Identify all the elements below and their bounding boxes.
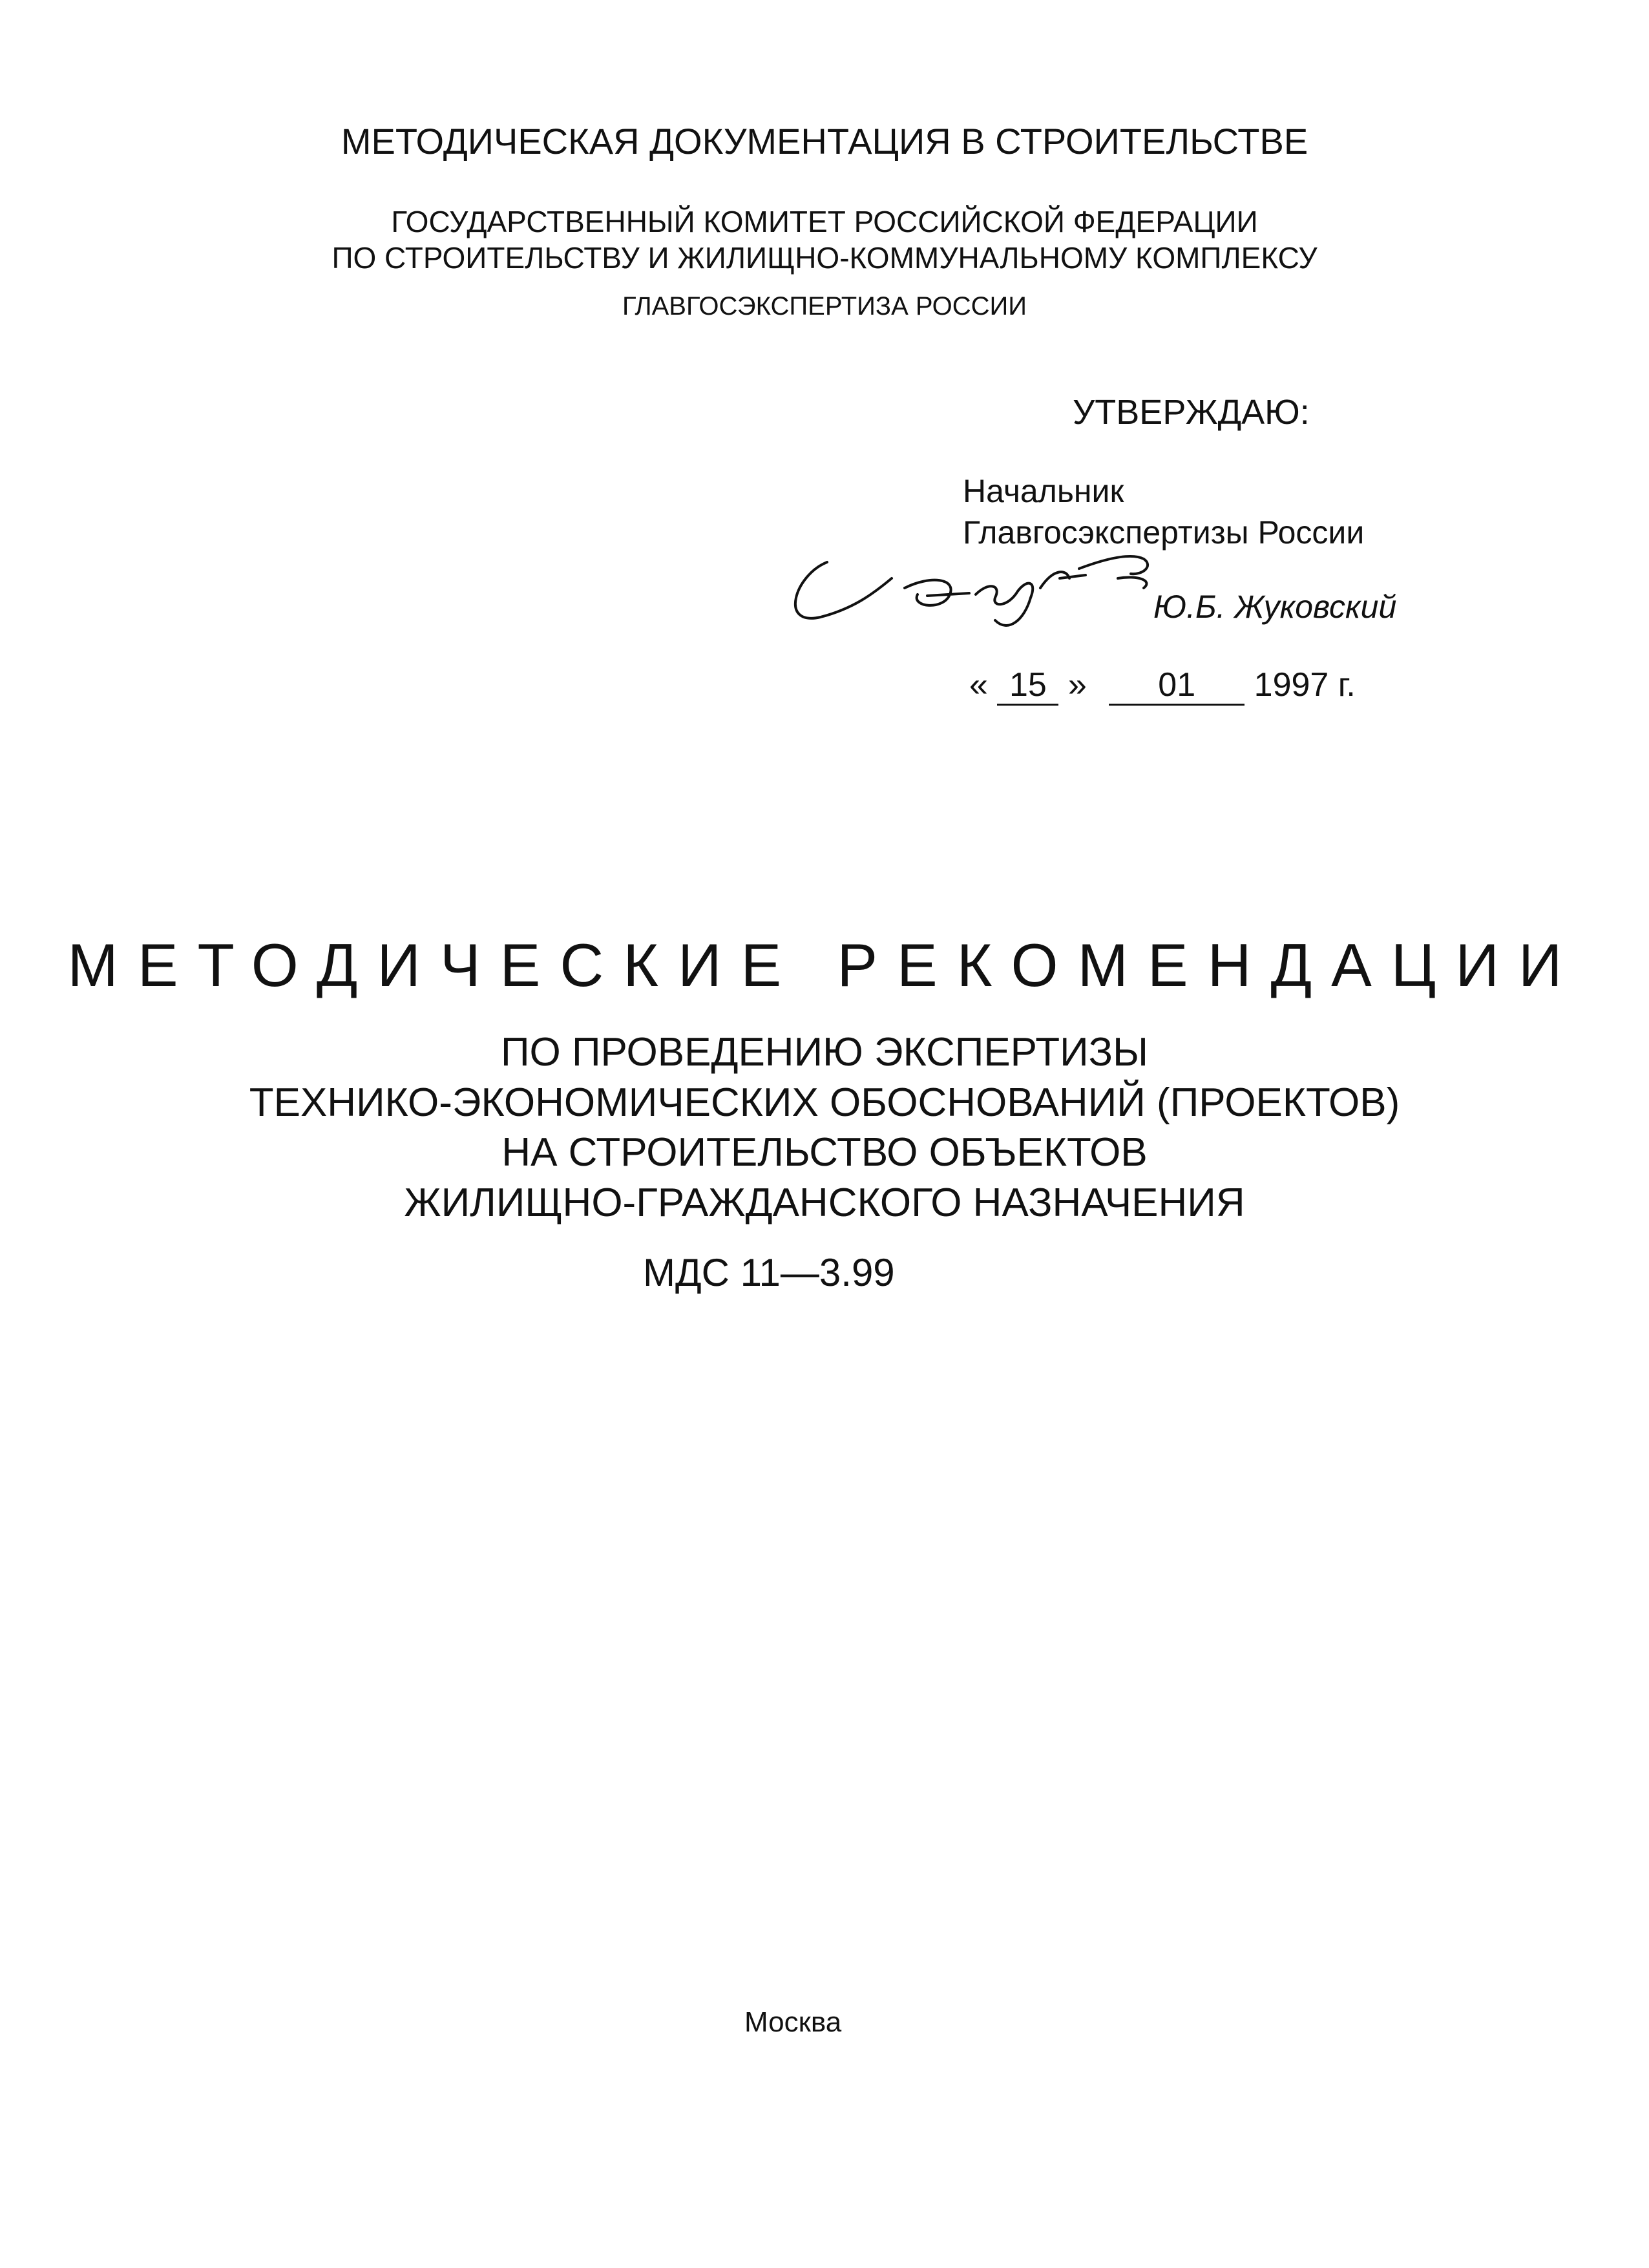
approval-date (969, 666, 1356, 706)
document-subtitle (0, 1027, 1649, 1228)
agency-name: ГЛАВГОСЭКСПЕРТИЗА РОССИИ (622, 292, 1027, 320)
date-day: 15 (997, 667, 1058, 706)
approval-heading: УТВЕРЖДАЮ: (1073, 393, 1310, 432)
subtitle-line-3: НА СТРОИТЕЛЬСТВО ОБЪЕКТОВ (501, 1130, 1148, 1175)
date-year: 1997 г. (1254, 666, 1356, 704)
approver-position (963, 470, 1364, 553)
committee-line-2: ПО СТРОИТЕЛЬСТВУ И ЖИЛИЩНО-КОММУНАЛЬНОМУ КОМПЛЕКСУ (331, 241, 1318, 275)
document-title: МЕТОДИЧЕСКИЕ РЕКОМЕНДАЦИИ (67, 931, 1582, 999)
committee-name (0, 204, 1649, 276)
date-month: 01 (1109, 667, 1245, 706)
subtitle-line-2: ТЕХНИКО-ЭКОНОМИЧЕСКИХ ОБОСНОВАНИЙ (ПРОЕКТОВ) (249, 1080, 1400, 1125)
position-line-1: Начальник (963, 473, 1124, 509)
date-open-quote: « (969, 666, 988, 704)
signer-name: Ю.Б. Жуковский (1153, 589, 1397, 625)
subtitle-line-4: ЖИЛИЩНО-ГРАЖДАНСКОГО НАЗНАЧЕНИЯ (404, 1180, 1245, 1225)
document-series: МЕТОДИЧЕСКАЯ ДОКУМЕНТАЦИЯ В СТРОИТЕЛЬСТВЕ (341, 121, 1308, 162)
committee-line-1: ГОСУДАРСТВЕННЫЙ КОМИТЕТ РОССИЙСКОЙ ФЕДЕРАЦИИ (391, 205, 1258, 238)
date-close-quote: » (1067, 666, 1087, 704)
position-line-2: Главгосэкспертизы России (963, 514, 1365, 551)
document-code: МДС 11—3.99 (643, 1251, 895, 1294)
handwritten-signature (782, 549, 1170, 653)
publication-city: Москва (744, 2006, 842, 2038)
subtitle-line-1: ПО ПРОВЕДЕНИЮ ЭКСПЕРТИЗЫ (500, 1030, 1149, 1075)
